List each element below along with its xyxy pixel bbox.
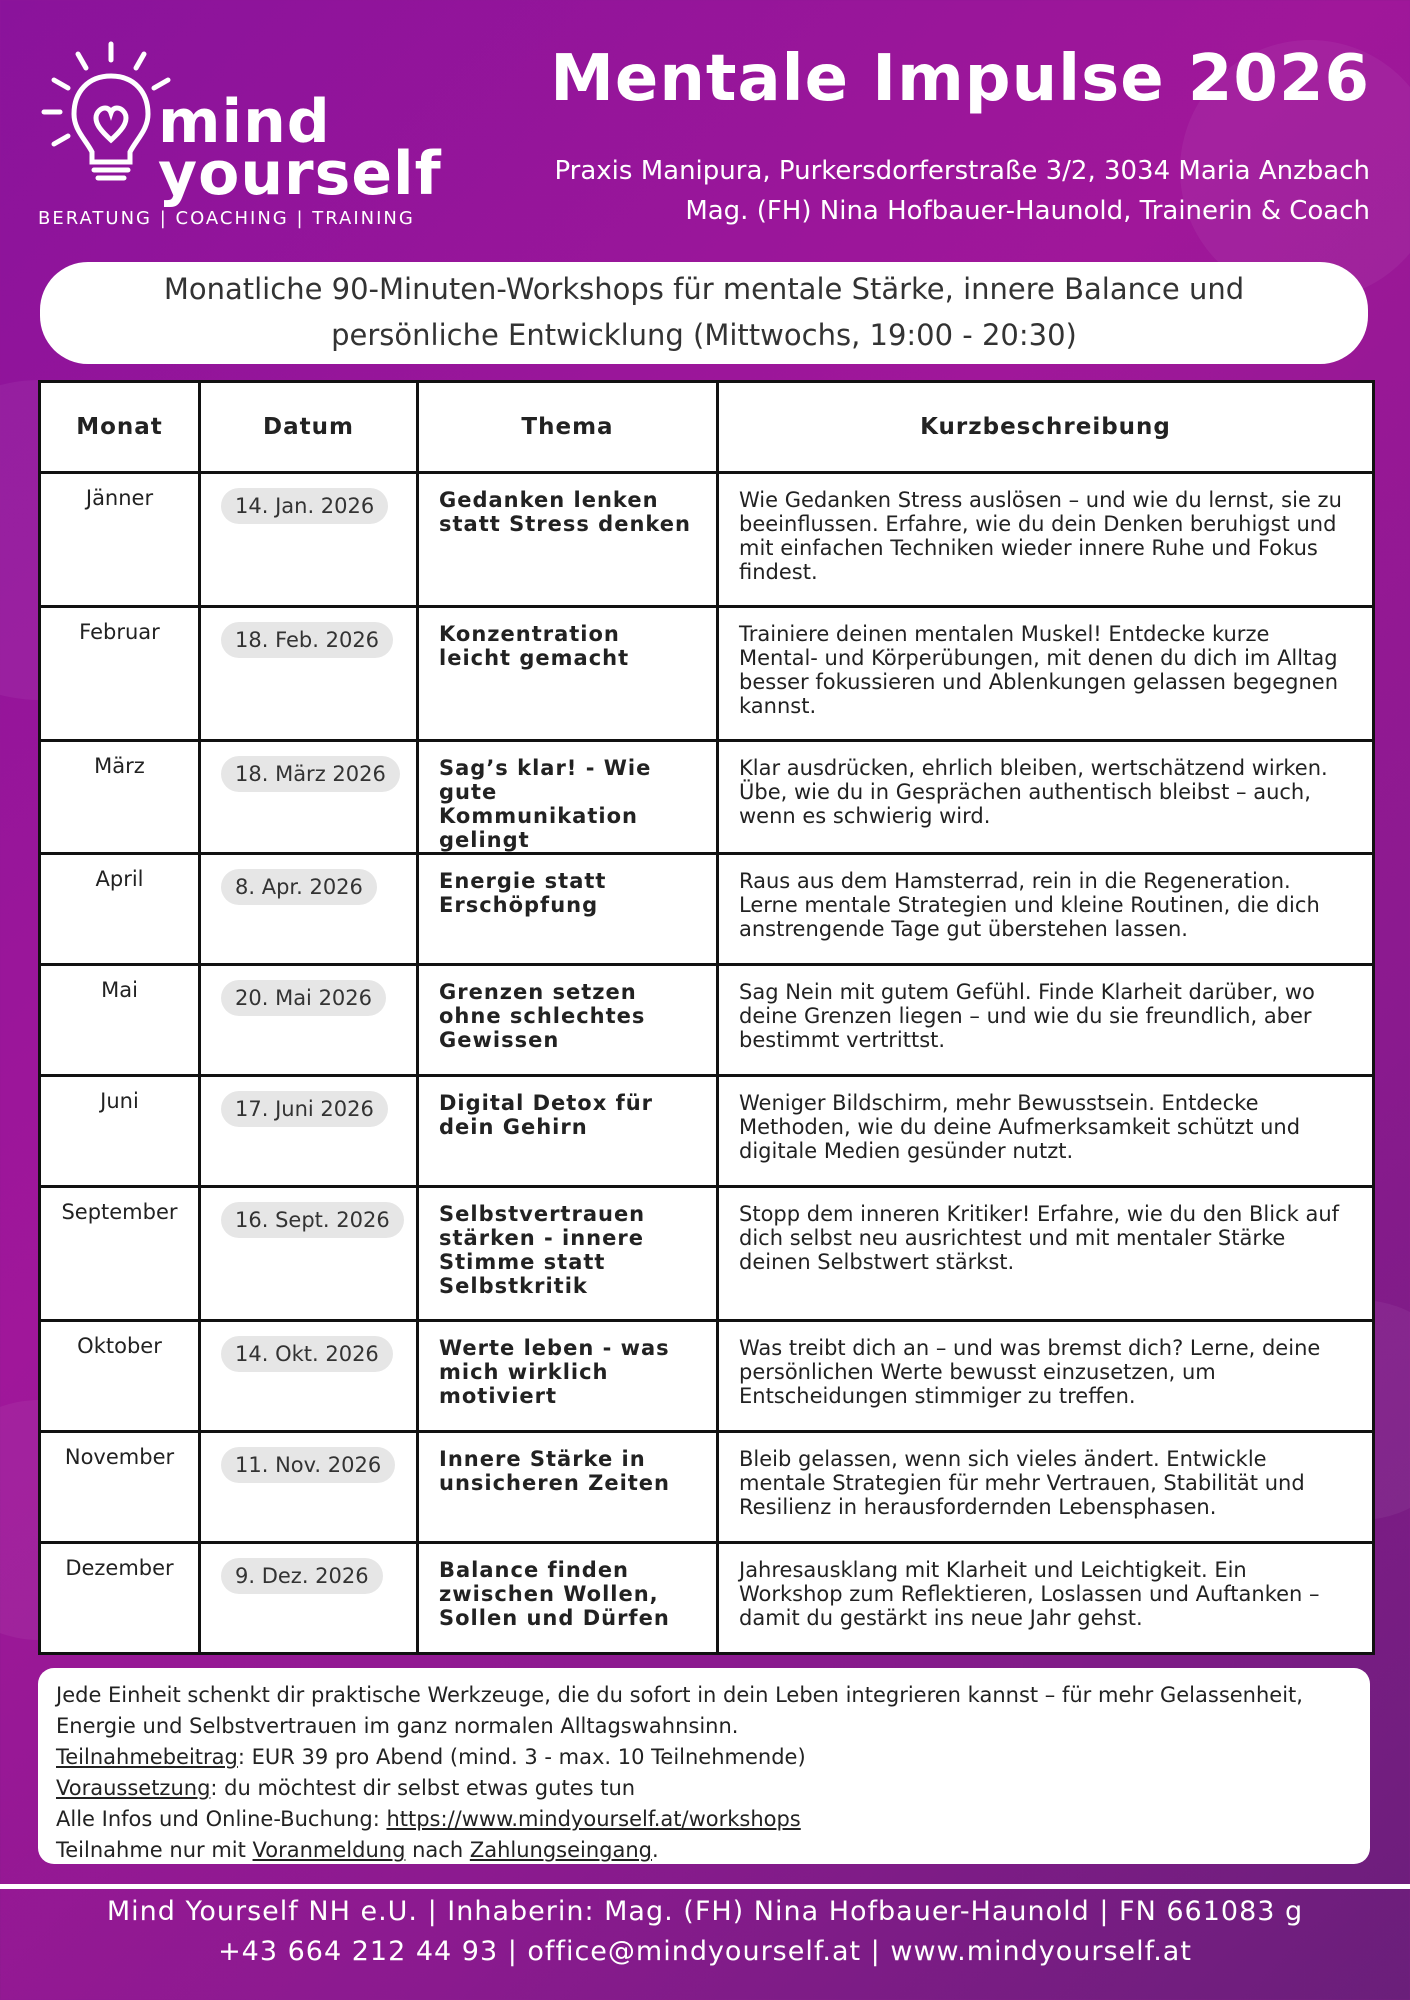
- cell-topic: Sag’s klar! - Wie gute Kommunikation gelingt: [418, 741, 718, 854]
- cell-description: Trainiere deinen mentalen Muskel! Entdecke kurze Mental- und Körperübungen, mit denen du dich im Alltag besser fokussieren und Ablenkungen gelassen begegnen kannst.: [718, 607, 1374, 741]
- cell-description: Sag Nein mit gutem Gefühl. Finde Klarheit darüber, wo deine Grenzen liegen – und wie du sie freundlich, aber bestimmt vertrittst.: [718, 965, 1374, 1076]
- table-row: [40, 965, 1374, 1076]
- table-row: [40, 741, 1374, 854]
- intro-line2: persönliche Entwicklung (Mittwochs, 19:00 - 20:30): [331, 318, 1077, 352]
- cell-month: April: [40, 854, 200, 965]
- header-description: Kurzbeschreibung: [718, 382, 1374, 473]
- note-mid: nach: [405, 1838, 470, 1862]
- table-row: [40, 607, 1374, 741]
- cell-description: Raus aus dem Hamsterrad, rein in die Regeneration. Lerne mentale Strategien und kleine Routinen, die dich anstrengende Tage gut überstehen lassen.: [718, 854, 1374, 965]
- cell-month: November: [40, 1432, 200, 1543]
- page-title: Mentale Impulse 2026: [550, 42, 1370, 116]
- cell-date: [200, 965, 418, 1076]
- footer-contact: +43 664 212 44 93 | office@mindyourself.at | www.mindyourself.at: [218, 1936, 1192, 1967]
- fee-value: : EUR 39 pro Abend (mind. 3 - max. 10 Teilnehmende): [237, 1745, 806, 1769]
- table-header-row: [40, 382, 1374, 473]
- booking-line: [56, 1804, 1352, 1835]
- lightbulb-icon: [38, 40, 178, 190]
- cell-description: Klar ausdrücken, ehrlich bleiben, wertschätzend wirken. Übe, wie du in Gesprächen authentisch bleibst – auch, wenn es schwierig wird.: [718, 741, 1374, 854]
- brand-logo: [38, 40, 442, 230]
- table-row: [40, 1432, 1374, 1543]
- date-pill: 20. Mai 2026: [221, 980, 386, 1016]
- cell-month: Juni: [40, 1076, 200, 1187]
- booking-text: Alle Infos und Online-Buchung:: [56, 1807, 387, 1831]
- date-pill: 17. Juni 2026: [221, 1091, 388, 1127]
- practice-address: Praxis Manipura, Purkersdorferstraße 3/2, 3034 Maria Anzbach: [554, 156, 1370, 186]
- cell-topic: Digital Detox für dein Gehirn: [418, 1076, 718, 1187]
- note-link-payment: Zahlungseingang: [469, 1838, 653, 1862]
- requirement-label: Voraussetzung: [56, 1776, 211, 1800]
- date-pill: 16. Sept. 2026: [221, 1202, 404, 1238]
- fee-label: Teilnahmebeitrag: [56, 1745, 238, 1769]
- date-pill: 14. Jan. 2026: [221, 488, 388, 524]
- cell-description: Bleib gelassen, wenn sich vieles ändert. Entwickle mentale Strategien für mehr Vertrauen, Stabilität und Resilienz in herausfordernden Lebensphasen.: [718, 1432, 1374, 1543]
- date-pill: 11. Nov. 2026: [221, 1447, 395, 1483]
- cell-topic: Konzentration leicht gemacht: [418, 607, 718, 741]
- table-row: [40, 854, 1374, 965]
- cell-topic: Gedanken lenken statt Stress denken: [418, 473, 718, 607]
- cell-topic: Werte leben - was mich wirklich motiviert: [418, 1321, 718, 1432]
- info-box: [38, 1668, 1370, 1864]
- brand-tagline: BERATUNG | COACHING | TRAINING: [38, 208, 415, 229]
- cell-date: [200, 473, 418, 607]
- date-pill: 8. Apr. 2026: [221, 869, 377, 905]
- brand-name-line1: mind: [158, 87, 331, 157]
- requirement-line: [56, 1773, 1352, 1804]
- header-month: Monat: [40, 382, 200, 473]
- brand-name-line2: yourself: [158, 139, 442, 209]
- cell-description: Jahresausklang mit Klarheit und Leichtigkeit. Ein Workshop zum Reflektieren, Loslassen und Auftanken – damit du gestärkt ins neue Jahr gehst.: [718, 1543, 1374, 1654]
- note-pre: Teilnahme nur mit: [56, 1838, 253, 1862]
- cell-date: [200, 741, 418, 854]
- footer-company: Mind Yourself NH e.U. | Inhaberin: Mag. (FH) Nina Hofbauer-Haunold | FN 661083 g: [106, 1896, 1304, 1927]
- cell-date: [200, 1076, 418, 1187]
- cell-topic: Balance finden zwischen Wollen, Sollen und Dürfen: [418, 1543, 718, 1654]
- cell-month: März: [40, 741, 200, 854]
- requirement-value: : du möchtest dir selbst etwas gutes tun: [210, 1776, 636, 1800]
- cell-description: Weniger Bildschirm, mehr Bewusstsein. Entdecke Methoden, wie du deine Aufmerksamkeit schützt und digitale Medien gesünder nutzt.: [718, 1076, 1374, 1187]
- cell-date: [200, 1432, 418, 1543]
- workshop-table: [38, 380, 1375, 1655]
- table-row: [40, 1187, 1374, 1321]
- cell-month: Februar: [40, 607, 200, 741]
- cell-month: Dezember: [40, 1543, 200, 1654]
- note-link-registration: Voranmeldung: [252, 1838, 406, 1862]
- date-pill: 18. März 2026: [221, 756, 400, 792]
- cell-description: Wie Gedanken Stress auslösen – und wie du lernst, sie zu beeinflussen. Erfahre, wie du dein Denken beruhigst und mit einfachen Techniken wieder innere Ruhe und Fokus findest.: [718, 473, 1374, 607]
- cell-date: [200, 854, 418, 965]
- cell-topic: Grenzen setzen ohne schlechtes Gewissen: [418, 965, 718, 1076]
- cell-month: Jänner: [40, 473, 200, 607]
- cell-month: Oktober: [40, 1321, 200, 1432]
- fee-line: [56, 1742, 1352, 1773]
- header-date: Datum: [200, 382, 418, 473]
- date-pill: 14. Okt. 2026: [221, 1336, 393, 1372]
- table-row: [40, 1543, 1374, 1654]
- trainer-name: Mag. (FH) Nina Hofbauer-Haunold, Trainerin & Coach: [685, 196, 1370, 226]
- info-text: Jede Einheit schenkt dir praktische Werkzeuge, die du sofort in dein Leben integrieren kannst – für mehr Gelassenheit, Energie und Selbstvertrauen im ganz normalen Alltagswahnsinn.: [56, 1683, 1303, 1738]
- intro-line1: Monatliche 90-Minuten-Workshops für mentale Stärke, innere Balance und: [163, 272, 1245, 306]
- cell-month: September: [40, 1187, 200, 1321]
- table-row: [40, 1076, 1374, 1187]
- cell-date: [200, 1187, 418, 1321]
- cell-topic: Innere Stärke in unsicheren Zeiten: [418, 1432, 718, 1543]
- registration-note: [56, 1835, 1352, 1866]
- intro-banner: [40, 262, 1368, 364]
- cell-date: [200, 607, 418, 741]
- cell-description: Stopp dem inneren Kritiker! Erfahre, wie du den Blick auf dich selbst neu ausrichtest und mit mentaler Stärke deinen Selbstwert stärkst.: [718, 1187, 1374, 1321]
- table-row: [40, 473, 1374, 607]
- header-topic: Thema: [418, 382, 718, 473]
- note-post: .: [652, 1838, 659, 1862]
- cell-topic: Selbstvertrauen stärken - innere Stimme statt Selbstkritik: [418, 1187, 718, 1321]
- cell-description: Was treibt dich an – und was bremst dich? Lerne, deine persönlichen Werte bewusst einzusetzen, um Entscheidungen stimmiger zu treffen.: [718, 1321, 1374, 1432]
- date-pill: 18. Feb. 2026: [221, 622, 393, 658]
- cell-date: [200, 1543, 418, 1654]
- cell-topic: Energie statt Erschöpfung: [418, 854, 718, 965]
- table-row: [40, 1321, 1374, 1432]
- date-pill: 9. Dez. 2026: [221, 1558, 383, 1594]
- cell-month: Mai: [40, 965, 200, 1076]
- booking-link[interactable]: https://www.mindyourself.at/workshops: [386, 1807, 801, 1831]
- cell-date: [200, 1321, 418, 1432]
- footer-divider: [0, 1884, 1410, 1889]
